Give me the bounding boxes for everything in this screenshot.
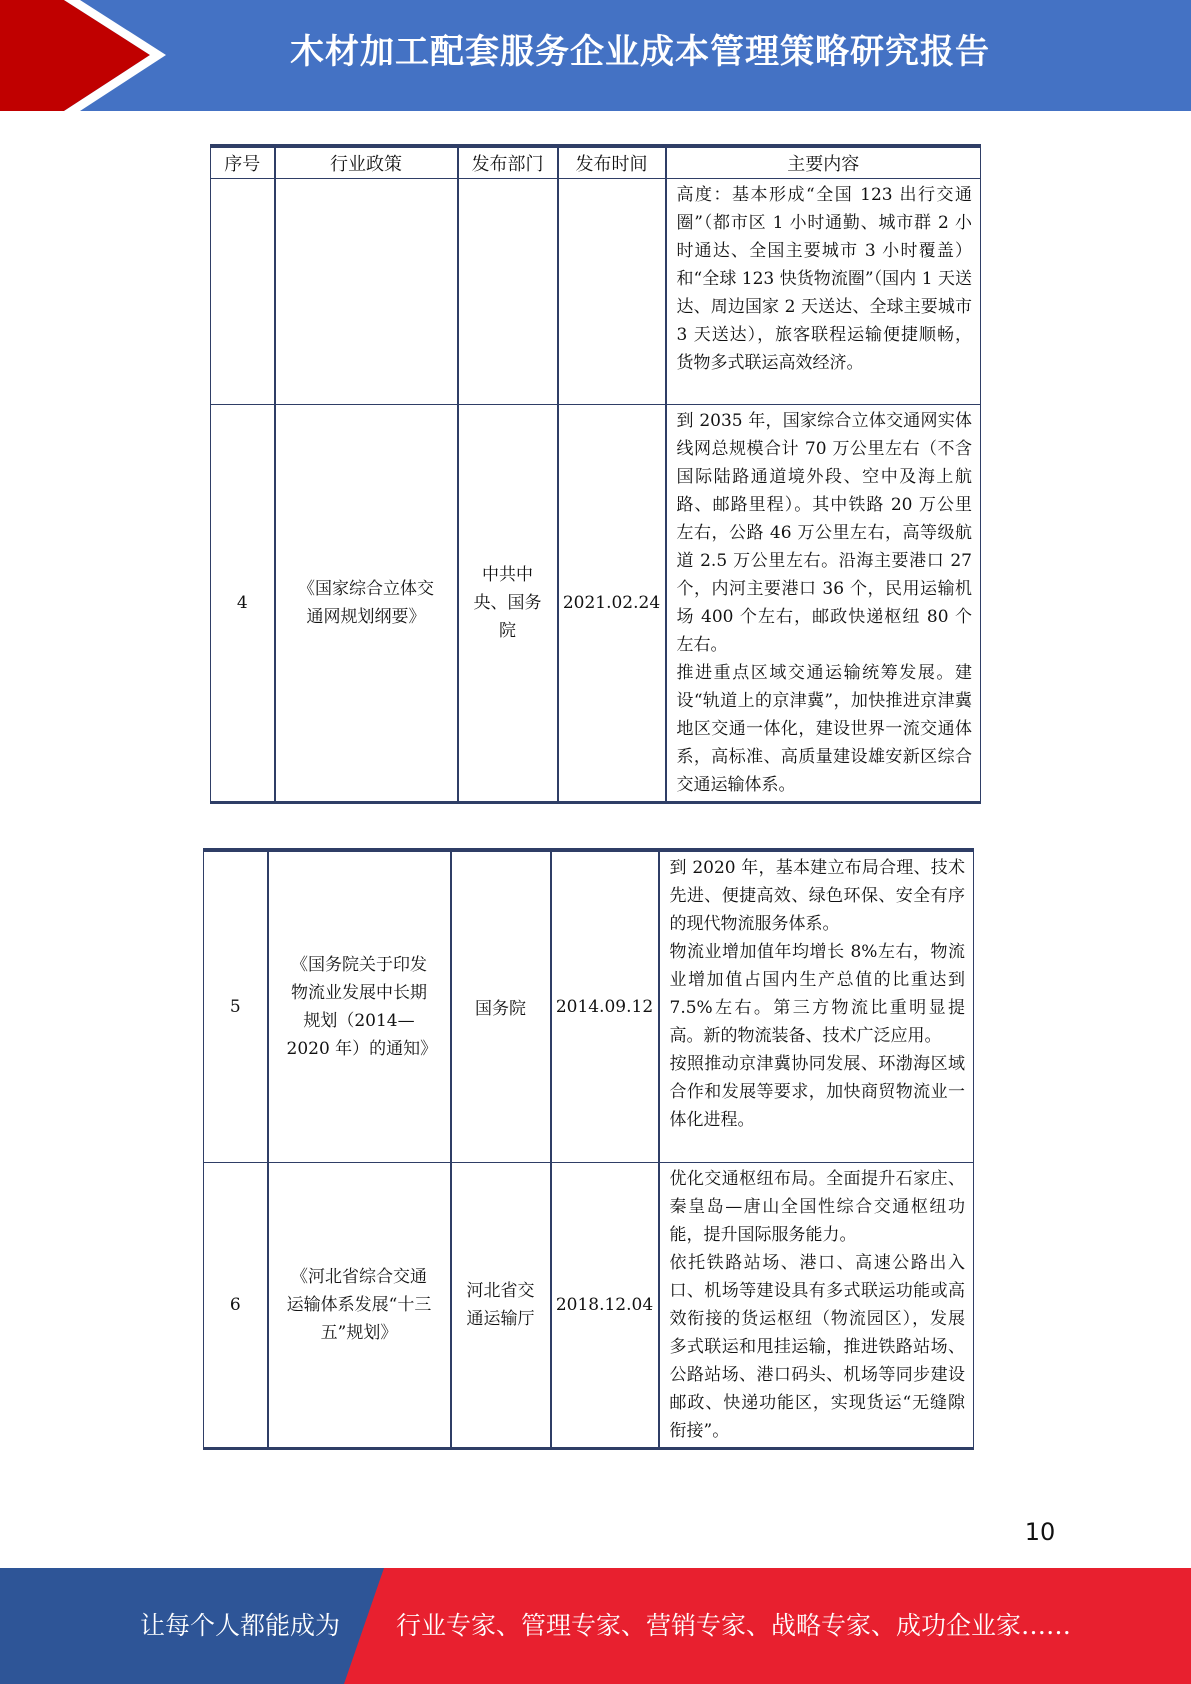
row-policy: 《国务院关于印发物流业发展中长期规划（2014—2020 年）的通知》 <box>268 850 451 1162</box>
table-header-row <box>211 146 981 179</box>
row-content <box>659 850 974 1162</box>
row-policy: 《河北省综合交通运输体系发展“十三五”规划》 <box>268 1162 451 1448</box>
row-dept: 国务院 <box>451 850 551 1162</box>
row-content <box>666 179 981 405</box>
table-row <box>204 850 974 1162</box>
row-content <box>659 1162 974 1448</box>
table-row <box>211 405 981 803</box>
content-paragraph: 优化交通枢纽布局。全面提升石家庄、秦皇岛—唐山全国性综合交通枢纽功能，提升国际服务能力。 <box>669 1168 965 1245</box>
footer-slogan-right: 行业专家、管理专家、营销专家、战略专家、成功企业家…… <box>396 1611 1072 1640</box>
content-paragraph: 到 2035 年，国家综合立体交通网实体线网总规模合计 70 万公里左右（不含国际陆路通道境外段、空中及海上航路、邮路里程）。其中铁路 20 万公里左右，公路 46 万公里左右，高等级航道 2.5 万公里左右。沿海主要港口 27 个，内河主要港口 36 个，民用运输机场 400 个左右，邮政快递枢纽 80 个左右。 <box>676 411 972 655</box>
header-content: 主要内容 <box>666 146 981 179</box>
row-date: 2014.09.12 <box>551 850 659 1162</box>
row-no: 6 <box>204 1162 268 1448</box>
header-policy: 行业政策 <box>275 146 458 179</box>
row-dept <box>458 179 558 405</box>
row-no: 4 <box>211 405 275 803</box>
content-paragraph: 到 2020 年，基本建立布局合理、技术先进、便捷高效、绿色环保、安全有序的现代物流服务体系。 <box>669 858 965 934</box>
row-policy: 《国家综合立体交通网规划纲要》 <box>275 405 458 803</box>
page-footer <box>0 1568 1191 1684</box>
content-paragraph: 物流业增加值年均增长 8%左右，物流业增加值占国内生产总值的比重达到 7.5%左右。第三方物流比重明显提高。新的物流装备、技术广泛应用。 <box>669 942 965 1046</box>
content-paragraph: 按照推动京津冀协同发展、环渤海区域合作和发展等要求，加快商贸物流业一体化进程。 <box>669 1054 965 1130</box>
row-dept: 中共中央、国务院 <box>458 405 558 803</box>
row-policy <box>275 179 458 405</box>
row-no <box>211 179 275 405</box>
page-header <box>0 0 1191 111</box>
row-date <box>558 179 666 405</box>
header-no: 序号 <box>211 146 275 179</box>
row-date: 2018.12.04 <box>551 1162 659 1448</box>
header-dept: 发布部门 <box>458 146 558 179</box>
row-date: 2021.02.24 <box>558 405 666 803</box>
row-no: 5 <box>204 850 268 1162</box>
table-row <box>211 179 981 405</box>
row-dept: 河北省交通运输厅 <box>451 1162 551 1448</box>
policy-table-1 <box>210 144 981 804</box>
policy-table-2 <box>203 848 974 1450</box>
row-content <box>666 405 981 803</box>
content-paragraph: 推进重点区域交通运输统筹发展。建设“轨道上的京津冀”，加快推进京津冀地区交通一体化，建设世界一流交通体系，高标准、高质量建设雄安新区综合交通运输体系。 <box>676 663 972 795</box>
table-row <box>204 1162 974 1448</box>
report-title: 木材加工配套服务企业成本管理策略研究报告 <box>290 32 990 72</box>
footer-slogan-left: 让每个人都能成为 <box>140 1611 341 1640</box>
content-paragraph: 依托铁路站场、港口、高速公路出入口、机场等建设具有多式联运功能或高效衔接的货运枢纽（物流园区），发展多式联运和甩挂运输，推进铁路站场、公路站场、港口码头、机场等同步建设邮政、快递功能区，实现货运“无缝隙衔接”。 <box>669 1252 965 1441</box>
page-number: 10 <box>1024 1518 1056 1546</box>
header-date: 发布时间 <box>558 146 666 179</box>
content-paragraph: 高度：基本形成“全国 123 出行交通圈”（都市区 1 小时通勤、城市群 2 小时通达、全国主要城市 3 小时覆盖）和“全球 123 快货物流圈”（国内 1 天送达、周边国家 2 天送达、全球主要城市 3 天送达），旅客联程运输便捷顺畅，货物多式联运高效经济。 <box>676 185 972 373</box>
